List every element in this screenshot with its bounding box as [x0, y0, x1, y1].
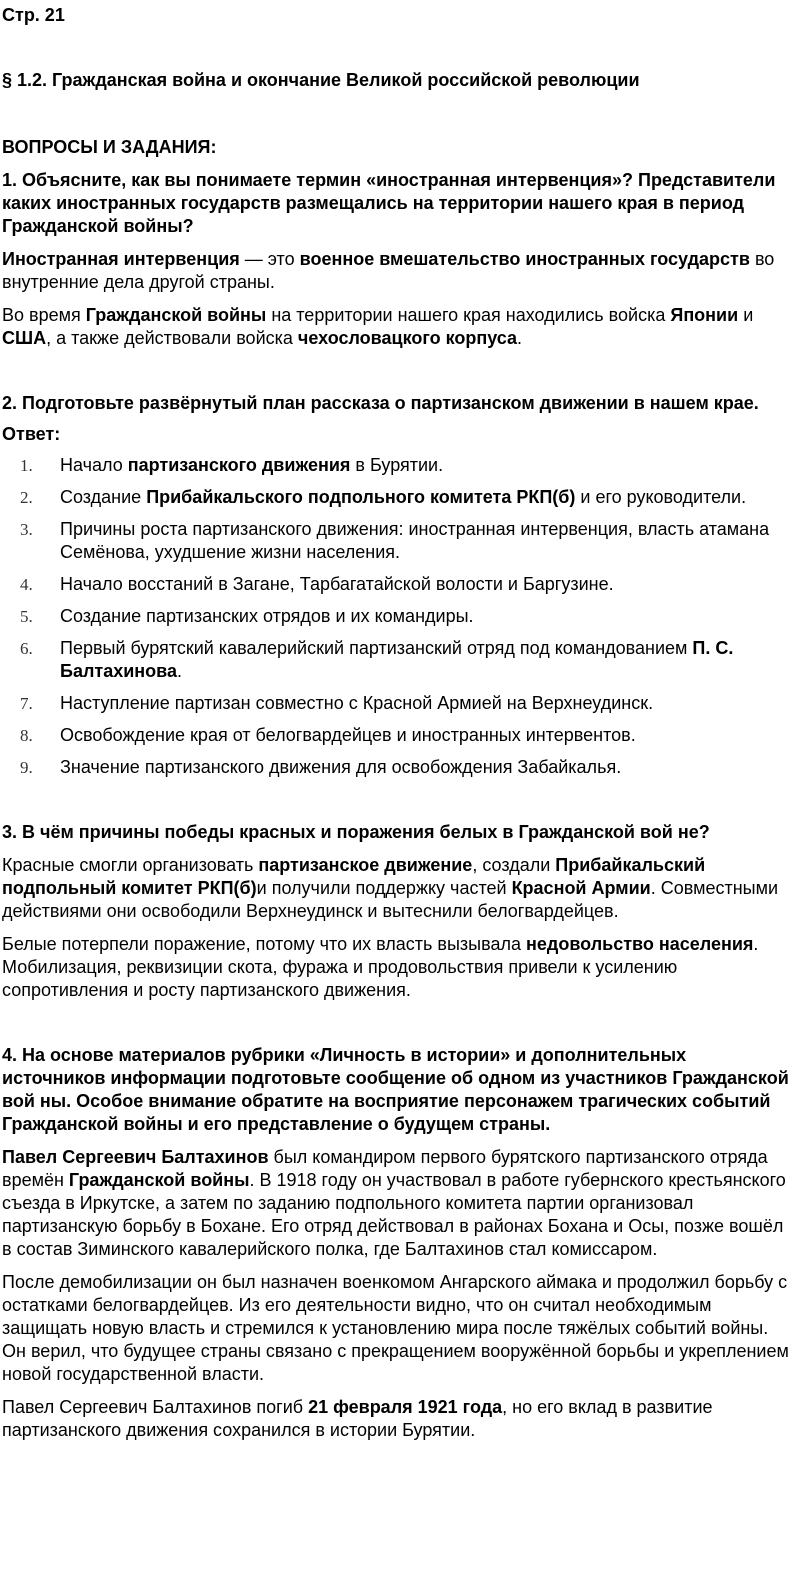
- plan-item-text: [60, 692, 794, 715]
- bold-text: Прибайкальского подпольного комитета РКП(б): [146, 487, 576, 507]
- text: . Мобилизация, реквизиции скота, фуража и продовольствия привели к усилению сопротивления и росту партизанского движения.: [2, 934, 759, 1000]
- text: Павел Сергеевич Балтахинов погиб: [2, 1397, 309, 1417]
- plan-item-number: 8.: [20, 726, 33, 745]
- document-page: [0, 4, 800, 1589]
- plan-item: [2, 692, 794, 715]
- bold-text: недовольство населения: [526, 934, 754, 954]
- q4-answer-paragraph-3: [2, 1396, 794, 1442]
- bold-text: Гражданской войны: [85, 305, 267, 325]
- bold-text: 21 февраля 1921 года: [308, 1397, 503, 1417]
- text: Наступление партизан совместно с Красной Армией на Верхнеудинск.: [60, 693, 654, 713]
- text: Белые потерпели поражение, потому что их власть вызывала: [2, 934, 527, 954]
- bold-text: Павел Сергеевич Балтахинов: [2, 1147, 269, 1167]
- text: и: [738, 305, 754, 325]
- question-2: 2. Подготовьте развёрнутый план рассказа о партизанском движении в нашем крае.: [2, 393, 759, 413]
- text: . Совместными действиями они освободили Верхнеудинск и вытеснили белогвардейцев.: [2, 878, 779, 921]
- plan-item-number: 2.: [20, 488, 33, 507]
- plan-item-text: [60, 518, 794, 564]
- plan-item-number: 9.: [20, 758, 33, 777]
- text: на территории нашего края находились войска: [266, 305, 671, 325]
- text: Создание партизанских отрядов и их командиры.: [60, 606, 474, 626]
- bold-text: чехословацкого корпуса: [297, 328, 518, 348]
- plan-item: [2, 637, 794, 683]
- text: — это: [239, 249, 300, 269]
- bold-text: военное вмешательство иностранных государств: [299, 249, 750, 269]
- bold-text: Иностранная интервенция: [2, 249, 240, 269]
- plan-item: [2, 486, 794, 509]
- text: Начало: [60, 455, 128, 475]
- text: Красные смогли организовать: [2, 855, 259, 875]
- bold-text: партизанское движение: [258, 855, 473, 875]
- plan-item-number: 6.: [20, 639, 33, 658]
- plan-item: [2, 454, 794, 477]
- q3-answer-paragraph-2: [2, 933, 794, 1002]
- plan-list: [2, 454, 794, 779]
- text: После демобилизации он был назначен военкомом Ангарского аймака и продолжил борьбу с остатками белогвардейцев. Из его деятельности видно, что он считал необходимым защищать новую власть и стремился к установлению мира после тяжёлых событий войны. Он верил, что будущее страны связано с прекращением вооружённой борьбы и укреплением новой государственной власти.: [2, 1272, 789, 1384]
- plan-item-text: [60, 486, 794, 509]
- bold-text: Красной Армии: [511, 878, 651, 898]
- text: Освобождение края от белогвардейцев и иностранных интервентов.: [60, 725, 636, 745]
- plan-item-number: 7.: [20, 694, 33, 713]
- plan-item: [2, 756, 794, 779]
- plan-item: [2, 724, 794, 747]
- text: был командиром первого бурятского партизанского отряда времён: [2, 1147, 768, 1190]
- q3-answer-paragraph-1: [2, 854, 794, 923]
- section-title: § 1.2. Гражданская война и окончание Великой российской революции: [2, 70, 640, 90]
- text: Во время: [2, 305, 86, 325]
- plan-item-number: 1.: [20, 456, 33, 475]
- plan-item-text: [60, 637, 794, 683]
- text: Первый бурятский кавалерийский партизанский отряд под командованием: [60, 638, 693, 658]
- plan-item-number: 5.: [20, 607, 33, 626]
- text: Значение партизанского движения для освобождения Забайкалья.: [60, 757, 622, 777]
- plan-item-text: [60, 573, 794, 596]
- text: .: [517, 328, 523, 348]
- plan-item-text: [60, 724, 794, 747]
- text: во внутренние дела другой страны.: [2, 249, 775, 292]
- plan-item: [2, 605, 794, 628]
- question-1: 1. Объясните, как вы понимаете термин «иностранная интервенция»? Представители каких иностранных государств размещались на территории нашего края в период Гражданской войны?: [2, 170, 776, 236]
- text: и его руководители.: [575, 487, 747, 507]
- bold-text: Прибайкальский подпольный комитет РКП(б): [2, 855, 706, 898]
- plan-item-text: [60, 605, 794, 628]
- plan-item: [2, 573, 794, 596]
- question-4: 4. На основе материалов рубрики «Личность в истории» и дополнительных источников информации подготовьте сообщение об одном из участников Гражданской вой ны. Особое внимание обратите на восприятие персонажем трагических событий Гражданской войны и его представление о будущем страны.: [2, 1045, 789, 1134]
- text: и получили поддержку частей: [256, 878, 512, 898]
- bold-text: США: [2, 328, 47, 348]
- plan-item-number: 3.: [20, 520, 33, 539]
- bold-text: Японии: [670, 305, 739, 325]
- text: в Бурятии.: [350, 455, 444, 475]
- bold-text: партизанского движения: [127, 455, 351, 475]
- q1-answer-paragraph-1: [2, 248, 794, 294]
- text: Создание: [60, 487, 147, 507]
- plan-item-number: 4.: [20, 575, 33, 594]
- questions-heading: ВОПРОСЫ И ЗАДАНИЯ:: [2, 137, 217, 157]
- plan-item-text: [60, 756, 794, 779]
- answer-label: Ответ:: [2, 424, 61, 444]
- bold-text: Гражданской войны: [68, 1170, 250, 1190]
- q4-answer-paragraph-2: [2, 1271, 794, 1386]
- text: .: [177, 661, 183, 681]
- text: Начало восстаний в Загане, Тарбагатайской волости и Баргузине.: [60, 574, 614, 594]
- text: Причины роста партизанского движения: иностранная интервенция, власть атамана Семёнова, ухудшение жизни населения.: [60, 519, 770, 562]
- page-number: Стр. 21: [2, 5, 65, 25]
- text: . В 1918 году он участвовал в работе губернского крестьянского съезда в Иркутске, а затем по заданию подпольного комитета партии организовал партизанскую борьбу в Бохане. Его отряд действовал в районах Бохана и Осы, позже вошёл в состав Зиминского кавалерийского полка, где Балтахинов стал комиссаром.: [2, 1170, 786, 1259]
- question-3: 3. В чём причины победы красных и поражения белых в Гражданской вой не?: [2, 822, 710, 842]
- q1-answer-paragraph-2: [2, 304, 794, 350]
- text: , но его вклад в развитие партизанского движения сохранился в истории Бурятии.: [2, 1397, 713, 1440]
- q4-answer-paragraph-1: [2, 1146, 794, 1261]
- plan-item-text: [60, 454, 794, 477]
- bold-text: П. С. Балтахинова: [60, 638, 734, 681]
- plan-item: [2, 518, 794, 564]
- text: , создали: [472, 855, 556, 875]
- text: , а также действовали войска: [46, 328, 298, 348]
